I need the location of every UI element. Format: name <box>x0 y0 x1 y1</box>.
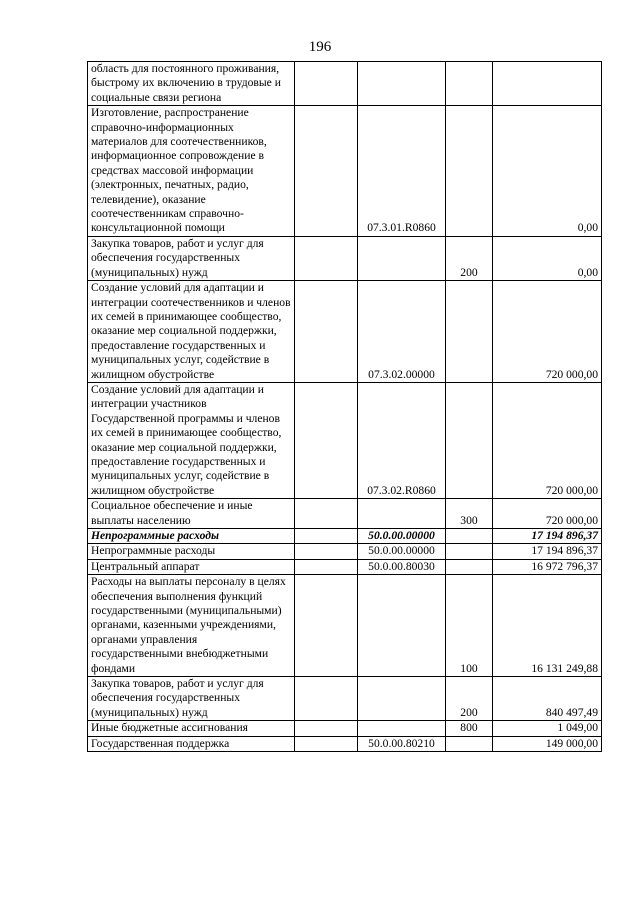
row-amount-cell: 16 131 249,88 <box>493 575 602 677</box>
table-row <box>88 736 602 751</box>
row-empty-cell <box>295 236 358 280</box>
row-code-cell: 50.0.00.00000 <box>358 529 446 544</box>
row-amount-cell: 840 497,49 <box>493 677 602 721</box>
row-empty-cell <box>295 559 358 574</box>
table-row <box>88 499 602 529</box>
row-code-cell <box>358 499 446 529</box>
row-empty-cell <box>295 382 358 498</box>
budget-table <box>87 61 602 752</box>
table-row <box>88 236 602 280</box>
page-number: 196 <box>308 39 332 55</box>
row-empty-cell <box>295 736 358 751</box>
table-row <box>88 721 602 736</box>
row-code-cell <box>358 575 446 677</box>
row-expense-type-cell <box>446 382 493 498</box>
row-expense-type-cell <box>446 62 493 106</box>
row-expense-type-cell <box>446 559 493 574</box>
row-code-cell: 07.3.02.00000 <box>358 281 446 383</box>
row-empty-cell <box>295 677 358 721</box>
row-expense-type-cell: 300 <box>446 499 493 529</box>
budget-table-body <box>88 62 602 752</box>
row-amount-cell: 720 000,00 <box>493 281 602 383</box>
row-name-cell: Расходы на выплаты персоналу в целях обеспечения выполнения функций государственными (муниципальными) органами, казенными учреждениями, органами управления государственными внебюджетными фондами <box>88 575 295 677</box>
row-expense-type-cell <box>446 106 493 237</box>
row-name-cell: область для постоянного проживания, быстрому их включению в трудовые и социальные связи региона <box>88 62 295 106</box>
row-expense-type-cell <box>446 736 493 751</box>
row-amount-cell: 1 049,00 <box>493 721 602 736</box>
row-name-cell: Создание условий для адаптации и интеграции соотечественников и членов их семей в принимающее сообщество, оказание мер социальной поддержки, предоставление государственных и муниципальных услуг, содействие в жилищном обустройстве <box>88 281 295 383</box>
row-code-cell: 50.0.00.80210 <box>358 736 446 751</box>
row-name-cell: Закупка товаров, работ и услуг для обеспечения государственных (муниципальных) нужд <box>88 677 295 721</box>
row-code-cell: 07.3.02.R0860 <box>358 382 446 498</box>
row-amount-cell <box>493 62 602 106</box>
row-name-cell: Создание условий для адаптации и интеграции участников Государственной программы и членов их семей в принимающее сообщество, оказание мер социальной поддержки, предоставление государственных и муниципальных услуг, содействие в жилищном обустройстве <box>88 382 295 498</box>
row-expense-type-cell: 200 <box>446 677 493 721</box>
row-code-cell <box>358 721 446 736</box>
row-name-cell: Закупка товаров, работ и услуг для обеспечения государственных (муниципальных) нужд <box>88 236 295 280</box>
table-row <box>88 575 602 677</box>
row-code-cell <box>358 62 446 106</box>
row-empty-cell <box>295 499 358 529</box>
table-row <box>88 559 602 574</box>
row-amount-cell: 17 194 896,37 <box>493 529 602 544</box>
row-empty-cell <box>295 106 358 237</box>
row-expense-type-cell: 200 <box>446 236 493 280</box>
row-amount-cell: 16 972 796,37 <box>493 559 602 574</box>
row-name-cell: Центральный аппарат <box>88 559 295 574</box>
row-code-cell <box>358 677 446 721</box>
row-amount-cell: 149 000,00 <box>493 736 602 751</box>
row-code-cell: 50.0.00.80030 <box>358 559 446 574</box>
table-row <box>88 677 602 721</box>
row-amount-cell: 720 000,00 <box>493 382 602 498</box>
row-name-cell: Изготовление, распространение справочно-информационных материалов для соотечественников, информационное сопровождение в средствах массовой информации (электронных, печатных, радио, телевидение), оказание соотечественникам справочно-консультационной помощи <box>88 106 295 237</box>
row-code-cell: 07.3.01.R0860 <box>358 106 446 237</box>
table-row <box>88 382 602 498</box>
row-code-cell <box>358 236 446 280</box>
row-name-cell: Социальное обеспечение и иные выплаты населению <box>88 499 295 529</box>
row-empty-cell <box>295 62 358 106</box>
table-row <box>88 106 602 237</box>
row-name-cell: Непрограммные расходы <box>88 529 295 544</box>
table-row <box>88 544 602 559</box>
row-name-cell: Иные бюджетные ассигнования <box>88 721 295 736</box>
row-empty-cell <box>295 721 358 736</box>
table-row <box>88 281 602 383</box>
table-row <box>88 62 602 106</box>
row-name-cell: Государственная поддержка <box>88 736 295 751</box>
row-empty-cell <box>295 544 358 559</box>
row-code-cell: 50.0.00.00000 <box>358 544 446 559</box>
row-amount-cell: 0,00 <box>493 106 602 237</box>
row-empty-cell <box>295 281 358 383</box>
row-empty-cell <box>295 529 358 544</box>
row-expense-type-cell: 800 <box>446 721 493 736</box>
row-empty-cell <box>295 575 358 677</box>
row-expense-type-cell <box>446 544 493 559</box>
row-expense-type-cell <box>446 281 493 383</box>
row-expense-type-cell: 100 <box>446 575 493 677</box>
row-amount-cell: 720 000,00 <box>493 499 602 529</box>
row-amount-cell: 17 194 896,37 <box>493 544 602 559</box>
row-amount-cell: 0,00 <box>493 236 602 280</box>
row-name-cell: Непрограммные расходы <box>88 544 295 559</box>
row-expense-type-cell <box>446 529 493 544</box>
table-row <box>88 529 602 544</box>
